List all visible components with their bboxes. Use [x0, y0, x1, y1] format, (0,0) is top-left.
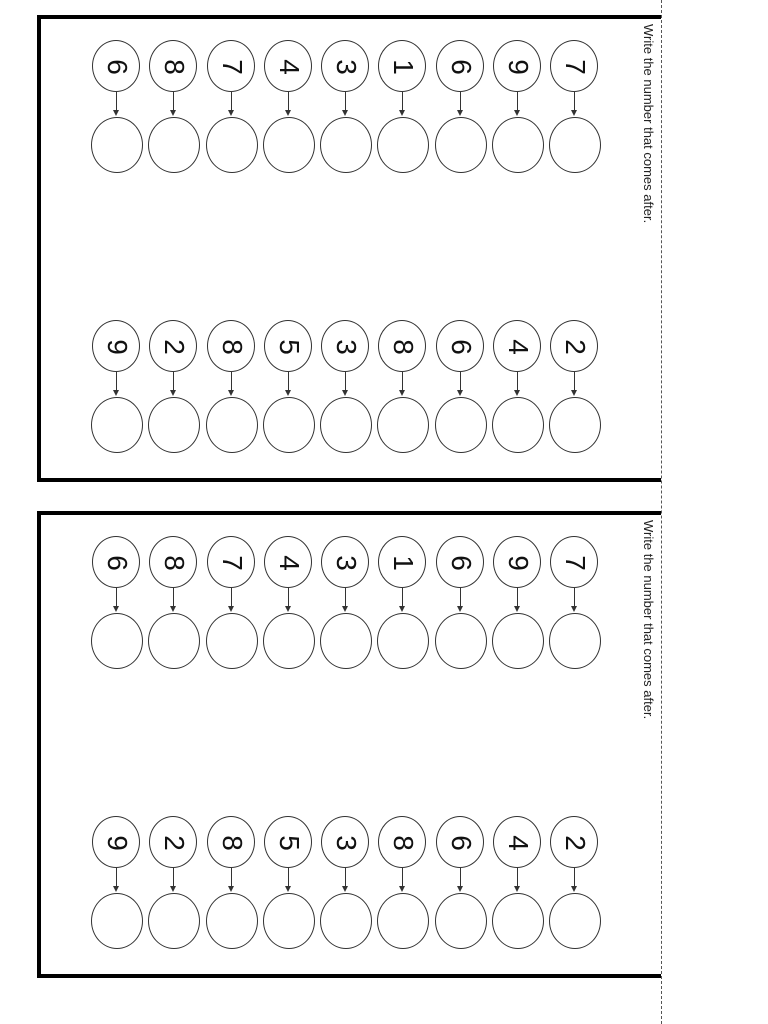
- answer-circle[interactable]: [148, 893, 200, 949]
- arrow-down-icon: [231, 372, 232, 394]
- arrow-down-icon: [402, 588, 403, 610]
- answer-circle[interactable]: [435, 397, 487, 453]
- instruction-label: Write the number that comes after.: [641, 24, 656, 224]
- number-pair: [148, 40, 200, 188]
- answer-circle[interactable]: [492, 613, 544, 669]
- given-number-circle: [493, 320, 541, 372]
- given-number: 7: [216, 59, 248, 75]
- arrow-down-icon: [116, 372, 117, 394]
- given-number-circle: [321, 536, 369, 588]
- given-number-circle: [493, 40, 541, 92]
- answer-circle[interactable]: [206, 117, 258, 173]
- number-pair: [492, 816, 544, 964]
- answer-circle[interactable]: [549, 893, 601, 949]
- given-number-circle: [321, 816, 369, 868]
- answer-circle[interactable]: [320, 613, 372, 669]
- number-pair: [263, 320, 315, 468]
- answer-circle[interactable]: [549, 117, 601, 173]
- given-number-circle: [493, 536, 541, 588]
- arrow-down-icon: [402, 92, 403, 114]
- arrow-down-icon: [517, 372, 518, 394]
- given-number: 3: [331, 339, 362, 355]
- given-number-circle: [149, 536, 197, 588]
- given-number-circle: [149, 320, 197, 372]
- given-number: 3: [331, 555, 362, 571]
- given-number: 9: [102, 835, 133, 851]
- given-number-circle: [149, 816, 197, 868]
- arrow-down-icon: [345, 92, 346, 114]
- number-pair: [148, 536, 200, 684]
- number-pair: [148, 320, 200, 468]
- answer-circle[interactable]: [320, 893, 372, 949]
- number-pair: [549, 40, 601, 188]
- answer-circle[interactable]: [263, 397, 315, 453]
- arrow-down-icon: [231, 588, 232, 610]
- arrow-down-icon: [460, 372, 461, 394]
- given-number: 4: [502, 339, 534, 355]
- given-number-circle: [149, 40, 197, 92]
- instruction-text-top: [637, 24, 659, 464]
- given-number: 6: [445, 59, 477, 75]
- arrow-down-icon: [116, 588, 117, 610]
- given-number-circle: [321, 40, 369, 92]
- number-pair: [377, 536, 429, 684]
- answer-circle[interactable]: [263, 893, 315, 949]
- given-number-circle: [436, 320, 484, 372]
- given-number: 6: [102, 59, 133, 75]
- number-pair: [549, 536, 601, 684]
- arrow-down-icon: [288, 588, 289, 610]
- given-number: 5: [273, 339, 305, 355]
- given-number-circle: [378, 40, 426, 92]
- number-pair: [435, 320, 487, 468]
- arrow-down-icon: [460, 588, 461, 610]
- answer-circle[interactable]: [263, 613, 315, 669]
- number-pair: [320, 320, 372, 468]
- given-number-circle: [207, 320, 255, 372]
- answer-circle[interactable]: [492, 117, 544, 173]
- given-number: 9: [502, 555, 534, 571]
- number-pair: [206, 320, 258, 468]
- answer-circle[interactable]: [377, 893, 429, 949]
- given-number-circle: [550, 40, 598, 92]
- number-pair: [263, 40, 315, 188]
- given-number-circle: [207, 40, 255, 92]
- answer-circle[interactable]: [435, 117, 487, 173]
- arrow-down-icon: [345, 588, 346, 610]
- given-number: 8: [388, 835, 420, 851]
- answer-circle[interactable]: [492, 397, 544, 453]
- given-number: 2: [159, 339, 191, 355]
- given-number: 9: [502, 59, 534, 75]
- number-pair: [91, 816, 143, 964]
- given-number-circle: [550, 816, 598, 868]
- arrow-down-icon: [116, 92, 117, 114]
- number-pair: [492, 536, 544, 684]
- given-number-circle: [436, 40, 484, 92]
- given-number: 8: [216, 835, 248, 851]
- given-number: 1: [388, 59, 420, 75]
- answer-circle[interactable]: [148, 117, 200, 173]
- arrow-down-icon: [173, 372, 174, 394]
- given-number-circle: [264, 320, 312, 372]
- arrow-down-icon: [231, 92, 232, 114]
- arrow-down-icon: [231, 868, 232, 890]
- arrow-down-icon: [460, 92, 461, 114]
- given-number: 7: [216, 555, 248, 571]
- number-pair: [206, 40, 258, 188]
- arrow-down-icon: [288, 92, 289, 114]
- answer-circle[interactable]: [206, 893, 258, 949]
- given-number-circle: [92, 536, 140, 588]
- given-number-circle: [436, 816, 484, 868]
- number-pair: [148, 816, 200, 964]
- given-number-circle: [92, 320, 140, 372]
- given-number-circle: [92, 40, 140, 92]
- given-number: 2: [560, 339, 591, 355]
- number-pair: [549, 320, 601, 468]
- given-number-circle: [321, 320, 369, 372]
- arrow-down-icon: [574, 588, 575, 610]
- given-number-circle: [550, 320, 598, 372]
- given-number: 6: [102, 555, 133, 571]
- arrow-down-icon: [173, 92, 174, 114]
- number-pair: [91, 536, 143, 684]
- given-number: 8: [388, 339, 420, 355]
- arrow-down-icon: [345, 372, 346, 394]
- number-pair: [320, 536, 372, 684]
- arrow-down-icon: [402, 372, 403, 394]
- answer-circle[interactable]: [206, 613, 258, 669]
- given-number-circle: [92, 816, 140, 868]
- given-number: 6: [445, 555, 477, 571]
- answer-circle[interactable]: [263, 117, 315, 173]
- instruction-text-bottom: [637, 520, 659, 960]
- given-number: 4: [502, 835, 534, 851]
- given-number: 2: [560, 835, 591, 851]
- arrow-down-icon: [460, 868, 461, 890]
- given-number: 7: [560, 59, 591, 75]
- given-number: 8: [159, 555, 191, 571]
- answer-circle[interactable]: [377, 397, 429, 453]
- number-pair: [435, 536, 487, 684]
- answer-circle[interactable]: [91, 613, 143, 669]
- number-pair: [492, 40, 544, 188]
- arrow-down-icon: [288, 868, 289, 890]
- arrow-down-icon: [173, 868, 174, 890]
- arrow-down-icon: [402, 868, 403, 890]
- number-pair: [492, 320, 544, 468]
- given-number: 9: [102, 339, 133, 355]
- given-number: 5: [273, 835, 305, 851]
- arrow-down-icon: [517, 868, 518, 890]
- number-pair: [377, 816, 429, 964]
- answer-circle[interactable]: [91, 397, 143, 453]
- number-pair: [377, 320, 429, 468]
- given-number-circle: [264, 536, 312, 588]
- given-number: 7: [560, 555, 591, 571]
- dashed-cut-line: [661, 0, 662, 1024]
- answer-circle[interactable]: [91, 893, 143, 949]
- number-pair: [320, 40, 372, 188]
- given-number: 4: [273, 59, 305, 75]
- given-number-circle: [207, 536, 255, 588]
- number-pair: [263, 816, 315, 964]
- number-pair: [91, 40, 143, 188]
- number-pair: [435, 40, 487, 188]
- arrow-down-icon: [517, 92, 518, 114]
- given-number: 1: [388, 555, 420, 571]
- given-number: 8: [216, 339, 248, 355]
- arrow-down-icon: [574, 868, 575, 890]
- given-number-circle: [378, 816, 426, 868]
- arrow-down-icon: [574, 92, 575, 114]
- answer-circle[interactable]: [91, 117, 143, 173]
- number-pair: [91, 320, 143, 468]
- given-number: 4: [273, 555, 305, 571]
- answer-circle[interactable]: [320, 117, 372, 173]
- arrow-down-icon: [345, 868, 346, 890]
- given-number-circle: [378, 536, 426, 588]
- given-number: 3: [331, 835, 362, 851]
- answer-circle[interactable]: [320, 397, 372, 453]
- answer-circle[interactable]: [377, 117, 429, 173]
- answer-circle[interactable]: [377, 613, 429, 669]
- given-number-circle: [378, 320, 426, 372]
- given-number-circle: [436, 536, 484, 588]
- answer-circle[interactable]: [206, 397, 258, 453]
- number-pair: [206, 536, 258, 684]
- number-pair: [435, 816, 487, 964]
- given-number: 3: [331, 59, 362, 75]
- answer-circle[interactable]: [435, 893, 487, 949]
- given-number-circle: [550, 536, 598, 588]
- arrow-down-icon: [288, 372, 289, 394]
- instruction-label: Write the number that comes after.: [641, 520, 656, 720]
- number-pair: [206, 816, 258, 964]
- given-number: 6: [445, 339, 477, 355]
- answer-circle[interactable]: [148, 397, 200, 453]
- given-number: 8: [159, 59, 191, 75]
- answer-circle[interactable]: [549, 397, 601, 453]
- answer-circle[interactable]: [549, 613, 601, 669]
- given-number-circle: [264, 40, 312, 92]
- given-number-circle: [493, 816, 541, 868]
- number-pair: [320, 816, 372, 964]
- number-pair: [263, 536, 315, 684]
- arrow-down-icon: [574, 372, 575, 394]
- number-pair: [377, 40, 429, 188]
- given-number-circle: [207, 816, 255, 868]
- answer-circle[interactable]: [492, 893, 544, 949]
- answer-circle[interactable]: [435, 613, 487, 669]
- arrow-down-icon: [116, 868, 117, 890]
- given-number: 6: [445, 835, 477, 851]
- answer-circle[interactable]: [148, 613, 200, 669]
- given-number-circle: [264, 816, 312, 868]
- given-number: 2: [159, 835, 191, 851]
- number-pair: [549, 816, 601, 964]
- arrow-down-icon: [517, 588, 518, 610]
- arrow-down-icon: [173, 588, 174, 610]
